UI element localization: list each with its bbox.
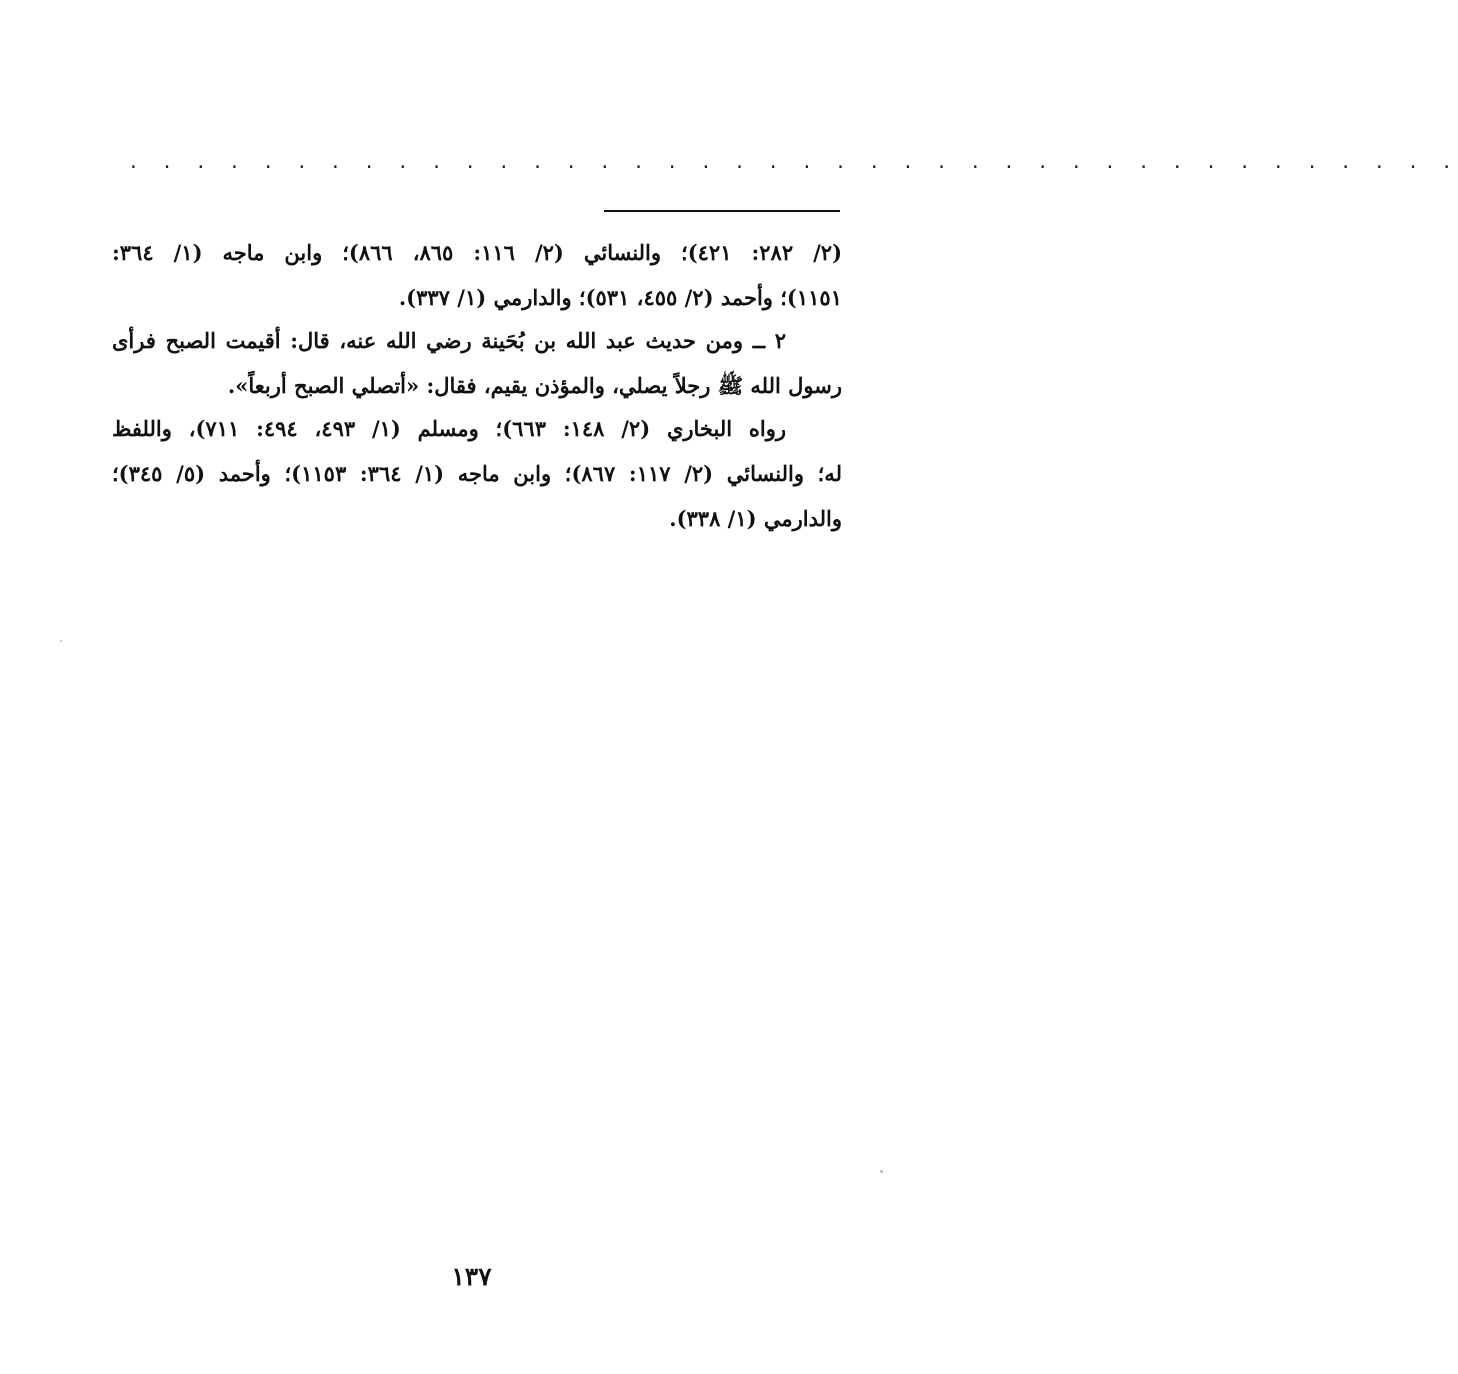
footnote-line-1: (٢/ ٢٨٢: ٤٢١)؛ والنسائي (٢/ ١١٦: ٨٦٥، ٨٦٦)؛ وابن ماجه (١/ ٣٦٤: — [112, 240, 843, 265]
scan-speck — [60, 640, 62, 642]
takhrij-line-1: رواه البخاري (٢/ ١٤٨: ٦٦٣)؛ ومسلم (١/ ٤٩٣، ٤٩٤: ٧١١)، واللفظ — [112, 416, 786, 441]
takhrij-line-3: والدارمي (١/ ٣٣٨). — [669, 506, 842, 531]
footnote-line-2: ١١٥١)؛ وأحمد (٢/ ٤٥٥، ٥٣١)؛ والدارمي (١/ ٣٣٧). — [398, 285, 842, 310]
takhrij-paragraph — [112, 406, 842, 541]
footnote-rule — [604, 210, 840, 212]
page-number: ١٣٧ — [451, 1262, 492, 1291]
takhrij-line-2: له؛ والنسائي (٢/ ١١٧: ٨٦٧)؛ وابن ماجه (١/ ٣٦٤: ١١٥٣)؛ وأحمد (٥/ ٣٤٥)؛ — [112, 461, 842, 486]
hadith-paragraph — [112, 318, 842, 408]
separator-dots: . . . . . . . . . . . . . . . . . . . . . . . . . . . . . . . . . . . . . . . . — [128, 152, 1458, 173]
scan-speck — [880, 1170, 883, 1173]
footnote-paragraph — [112, 230, 842, 320]
hadith-line-1: ٢ ــ ومن حديث عبد الله بن بُحَينة رضي الله عنه، قال: أقيمت الصبح فرأى — [112, 328, 786, 353]
hadith-line-2: رسول الله ﷺ رجلاً يصلي، والمؤذن يقيم، فقال: «أتصلي الصبح أربعاً». — [227, 373, 842, 398]
